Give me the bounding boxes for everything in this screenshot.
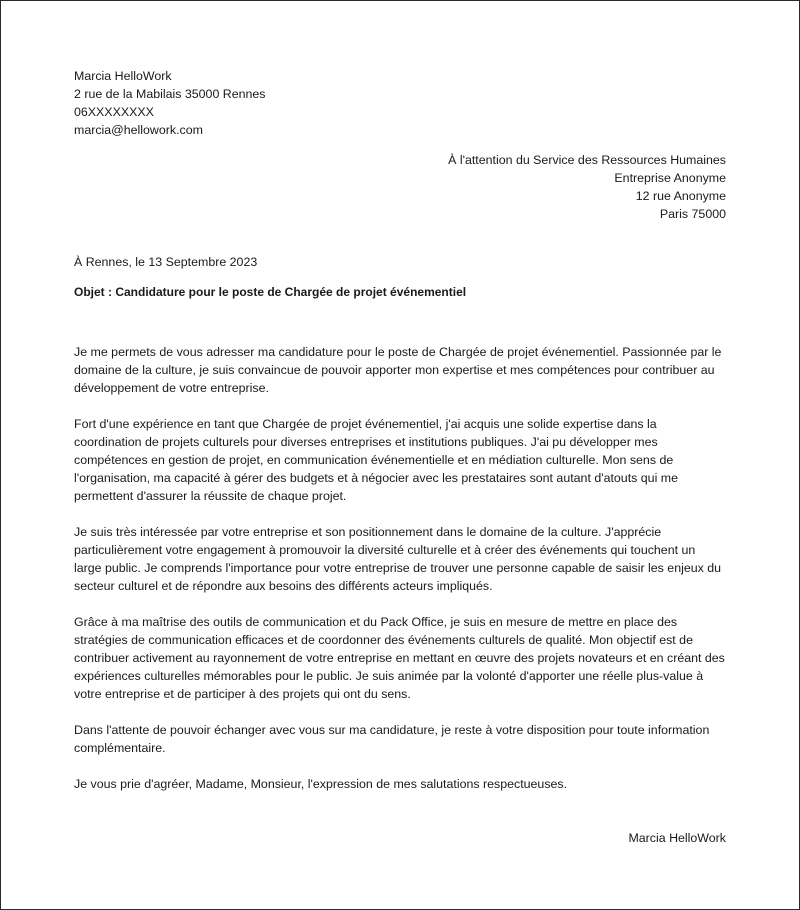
sender-email: marcia@hellowork.com [74,123,203,137]
subject-line: Objet : Candidature pour le poste de Chargée de projet événementiel [74,285,467,299]
body-paragraph: Je me permets de vous adresser ma candidature pour le poste de Chargée de projet événementiel. Passionnée par le domaine de la culture, je suis convaincue de pouvoir apporter mon expertise et mes compétences pour contribuer au développement de votre entreprise. [74,345,722,395]
body-paragraph: Fort d'une expérience en tant que Chargée de projet événementiel, j'ai acquis une solide expertise dans la coordination de projets culturels pour diverses entreprises et institutions publiques. J'ai pu développer mes compétences en gestion de projet, en communication événementielle et en médiation culturelle. Mon sens de l'organisation, ma capacité à gérer des budgets et à négocier avec les prestataires sont autant d'atouts qui me permettent d'assurer la réussite de chaque projet. [74,417,678,503]
recipient-attention: À l'attention du Service des Ressources Humaines [448,153,726,167]
recipient-city: Paris 75000 [659,207,726,221]
sender-phone: 06XXXXXXXX [74,105,154,119]
recipient-company: Entreprise Anonyme [614,171,726,185]
body-paragraph: Je suis très intéressée par votre entreprise et son positionnement dans le domaine de la culture. J'apprécie particulièrement votre engagement à promouvoir la diversité culturelle et à créer des événements qui touchent un large public. Je comprends l'importance pour votre entreprise de trouver une personne capable de saisir les enjeux du secteur culturel et de répondre aux besoins des différents acteurs impliqués. [74,525,722,593]
letter-body [74,343,726,793]
closing-paragraph: Je vous prie d'agréer, Madame, Monsieur, l'expression de mes salutations respectueuses. [74,777,568,791]
body-paragraph: Dans l'attente de pouvoir échanger avec vous sur ma candidature, je reste à votre disposition pour toute information complémentaire. [74,723,710,755]
recipient-street: 12 rue Anonyme [635,189,726,203]
sender-block [74,67,726,139]
recipient-block [74,151,726,223]
letter-content [74,67,726,847]
signature: Marcia HelloWork [628,831,726,845]
sender-name: Marcia HelloWork [74,69,172,83]
date-line: À Rennes, le 13 Septembre 2023 [74,255,258,269]
body-paragraph: Grâce à ma maîtrise des outils de communication et du Pack Office, je suis en mesure de mettre en place des stratégies de communication efficaces et de coordonner des événements culturels de qualité. Mon objectif est de contribuer activement au rayonnement de votre entreprise en mettant en œuvre des projets novateurs et en créant des expériences culturelles mémorables pour le public. Je suis animée par la volonté d'apporter une réelle plus-value à votre entreprise et de participer à des projets qui ont du sens. [74,615,725,701]
sender-address: 2 rue de la Mabilais 35000 Rennes [74,87,266,101]
